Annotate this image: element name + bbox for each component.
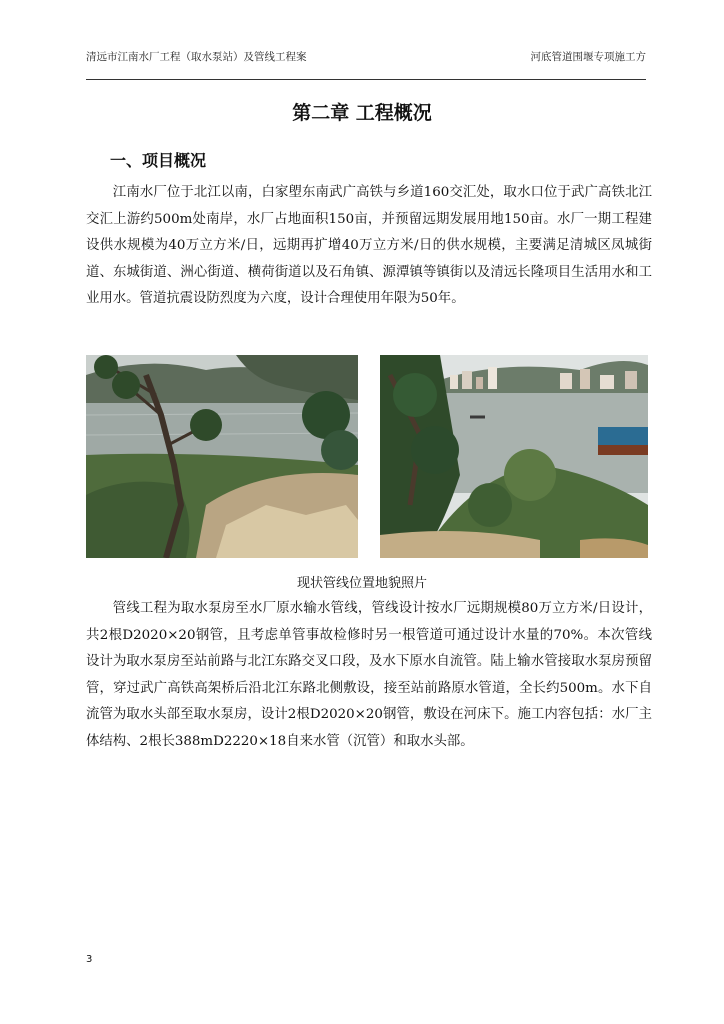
page-number: 3 — [86, 954, 93, 965]
pipeline-description-paragraph: 管线工程为取水泵房至水厂原水输水管线，管线设计按水厂远期规模80万立方米/日设计，共2根D2020×20钢管，且考虑单管事故检修时另一根管道可通过设计水量的70%。本次管线设计为取水泵房至站前路与北江东路交叉口段，及水下原水自流管。陆上输水管接取水泵房预留管，穿过武广高铁高架桥后沿北江东路北侧敷设，接至站前路原水管道，全长约500m。水下自流管为取水头部至取水泵房，设计2根D2020×20钢管，敷设在河床下。施工内容包括：水厂主体结构、2根长388mD2220×18自来水管（沉管）和取水头部。 — [86, 601, 652, 749]
section-title: 一、项目概况 — [110, 151, 207, 170]
riverbank-photo-left — [86, 355, 358, 558]
header-document-title: 河底管道围堰专项施工方 — [530, 51, 646, 63]
header-project-title: 清远市江南水厂工程（取水泵站）及管线工程案 — [86, 51, 307, 63]
chapter-title: 第二章 工程概况 — [292, 102, 432, 124]
figure-caption: 现状管线位置地貌照片 — [296, 576, 427, 591]
header-divider — [86, 79, 646, 80]
river-town-photo-right — [380, 355, 648, 558]
project-overview-paragraph: 江南水厂位于北江以南，白家塱东南武广高铁与乡道160交汇处，取水口位于武广高铁北江交汇上游约500m处南岸，水厂占地面积150亩，并预留远期发展用地150亩。水厂一期工程建设供水规模为40万立方米/日，远期再扩增40万立方米/日的供水规模，主要满足清城区凤城街道、东城街道、洲心街道、横荷街道以及石角镇、源潭镇等镇街以及清远长隆项目生活用水和工业用水。管道抗震设防烈度为六度，设计合理使用年限为50年。 — [86, 185, 652, 306]
